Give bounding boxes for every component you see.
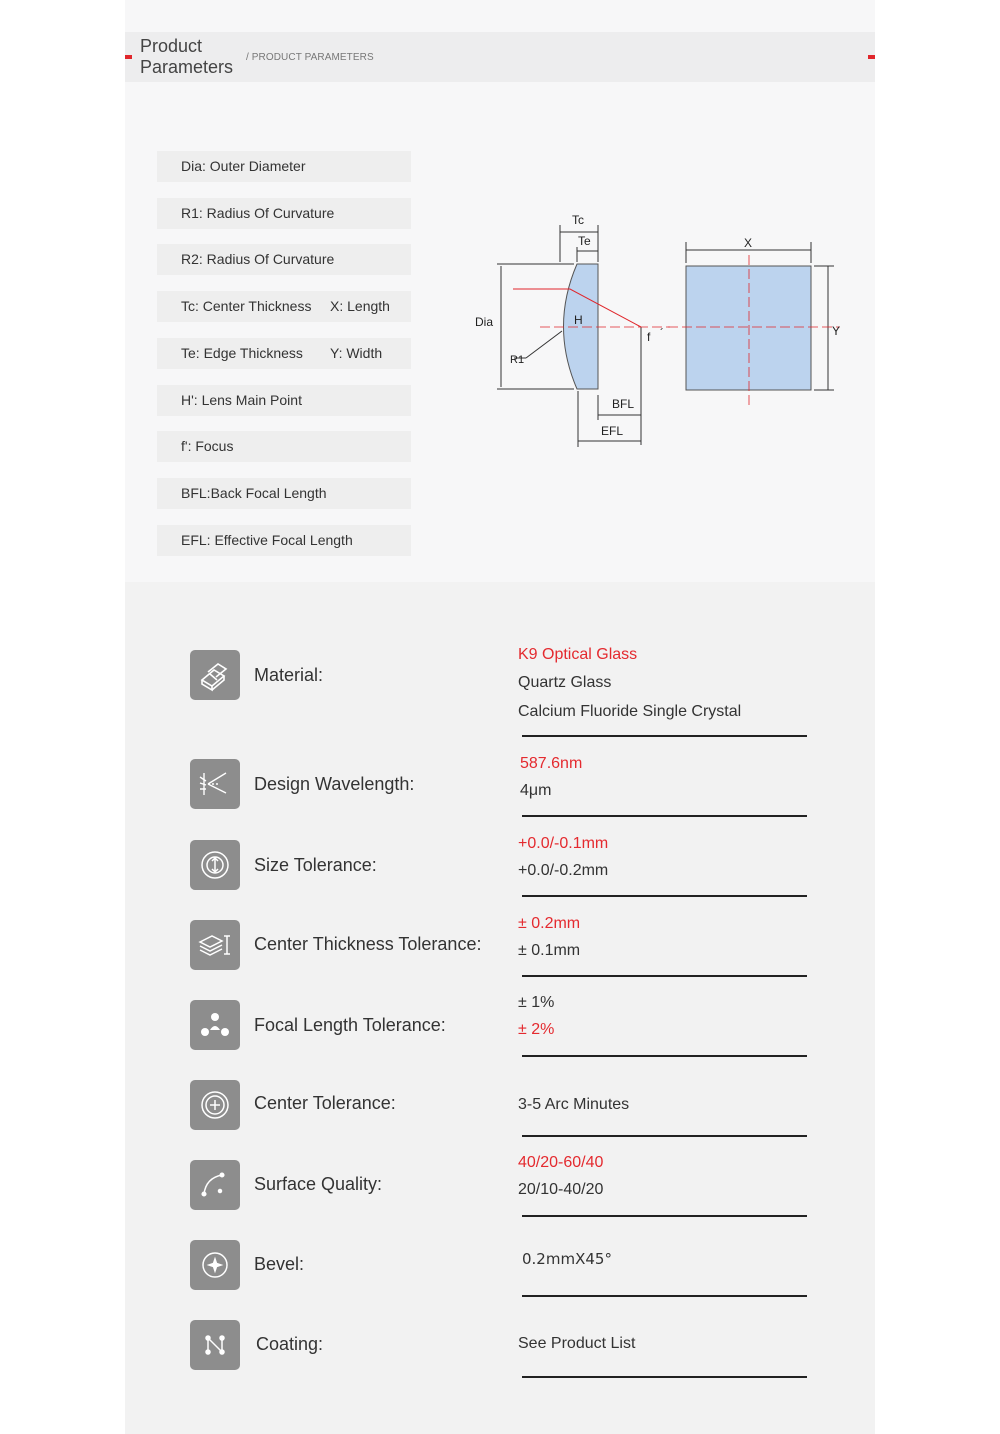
spec-divider [522, 815, 807, 817]
legend-item [157, 478, 411, 509]
spec-divider [522, 1215, 807, 1217]
spec-value: ± 2% [518, 1021, 555, 1038]
spec-divider [522, 975, 807, 977]
label-x: X [744, 236, 753, 250]
spec-label: Coating: [256, 1334, 324, 1354]
spec-value: 0.2mmX45° [522, 1250, 612, 1268]
legend-text: R1: Radius Of Curvature [181, 205, 335, 221]
legend-text: Tc: Center Thickness [181, 298, 312, 314]
spec-value: 20/10-40/20 [518, 1181, 604, 1198]
focal-icon [190, 1000, 240, 1050]
spec-label: Bevel: [254, 1254, 305, 1274]
spec-row-size-tolerance [190, 830, 810, 910]
lens-diagram [470, 205, 850, 455]
label-te: Te [578, 234, 591, 248]
thickness-icon [190, 920, 240, 970]
label-f-prime: ´ [660, 326, 664, 340]
spec-value: ± 0.2mm [518, 915, 581, 932]
spec-row-surface-quality [190, 1150, 810, 1230]
label-r1: R1 [510, 354, 525, 366]
spec-value: K9 Optical Glass [518, 646, 638, 663]
legend-text: EFL: Effective Focal Length [181, 532, 353, 548]
page-title [140, 36, 233, 78]
legend-extra: X: Length [330, 298, 390, 314]
spec-value: ± 1% [518, 994, 555, 1011]
legend-item [157, 198, 411, 229]
legend-text: Dia: Outer Diameter [181, 158, 306, 174]
spec-value: +0.0/-0.1mm [518, 835, 609, 852]
spec-value: 40/20-60/40 [518, 1154, 604, 1171]
spec-label: Focal Length Tolerance: [254, 1015, 446, 1035]
spec-value: Calcium Fluoride Single Crystal [518, 703, 742, 720]
spec-divider [522, 895, 807, 897]
page-subtitle: / PRODUCT PARAMETERS [246, 52, 374, 63]
window-shape [686, 266, 811, 390]
legend-item [157, 151, 411, 182]
spec-row-design-wavelength [190, 750, 810, 830]
legend-item [157, 291, 411, 322]
spec-row-bevel [190, 1230, 810, 1310]
spec-value: See Product List [518, 1335, 636, 1352]
legend-text: BFL:Back Focal Length [181, 485, 327, 501]
title-line-1: Product [140, 36, 203, 56]
spec-value: 4μm [520, 782, 552, 799]
spec-row-center-tolerance [190, 1070, 810, 1150]
spec-row-material [190, 640, 810, 720]
legend-item [157, 338, 411, 369]
legend-item [157, 431, 411, 462]
spec-value: 587.6nm [520, 755, 583, 772]
legend-item [157, 525, 411, 556]
surface-quality-icon [190, 1160, 240, 1210]
label-efl: EFL [601, 424, 624, 438]
spec-label: Size Tolerance: [254, 855, 377, 875]
spec-row-center-thickness-tolerance [190, 910, 810, 990]
legend-item [157, 244, 411, 275]
bevel-icon [190, 1240, 240, 1290]
spec-label: Center Tolerance: [254, 1093, 396, 1113]
spec-value: Quartz Glass [518, 674, 612, 691]
legend-item [157, 385, 411, 416]
title-line-2: Parameters [140, 57, 234, 77]
spec-value: 3-5 Arc Minutes [518, 1096, 630, 1113]
wavelength-icon [190, 759, 240, 809]
glass-blocks-icon [190, 650, 240, 700]
label-f: f [647, 330, 651, 344]
spec-value: ± 0.1mm [518, 942, 581, 959]
legend-text: R2: Radius Of Curvature [181, 251, 335, 267]
label-bfl: BFL [612, 397, 635, 411]
spec-row-focal-length-tolerance [190, 990, 810, 1070]
legend-text: f': Focus [181, 438, 234, 454]
coating-icon [190, 1320, 240, 1370]
spec-label: Material: [254, 665, 324, 685]
legend-text: H': Lens Main Point [181, 392, 302, 408]
spec-divider [522, 1376, 807, 1378]
header-accent-left [125, 55, 132, 59]
size-tolerance-icon [190, 840, 240, 890]
spec-divider [522, 1295, 807, 1297]
spec-label: Surface Quality: [254, 1174, 383, 1194]
label-y: Y [832, 324, 841, 338]
spec-divider [522, 1055, 807, 1057]
spec-row-coating [190, 1310, 810, 1390]
header-accent-right [868, 55, 875, 59]
spec-value: +0.0/-0.2mm [518, 862, 609, 879]
legend-extra: Y: Width [330, 345, 383, 361]
spec-divider [522, 735, 807, 737]
section-header [125, 32, 875, 82]
spec-label: Center Thickness Tolerance: [254, 934, 482, 954]
label-tc: Tc [572, 213, 584, 227]
label-dia: Dia [475, 315, 494, 329]
label-h: H [574, 313, 583, 327]
spec-label: Design Wavelength: [254, 774, 415, 794]
spec-divider [522, 1135, 807, 1137]
center-tolerance-icon [190, 1080, 240, 1130]
legend-text: Te: Edge Thickness [181, 345, 303, 361]
